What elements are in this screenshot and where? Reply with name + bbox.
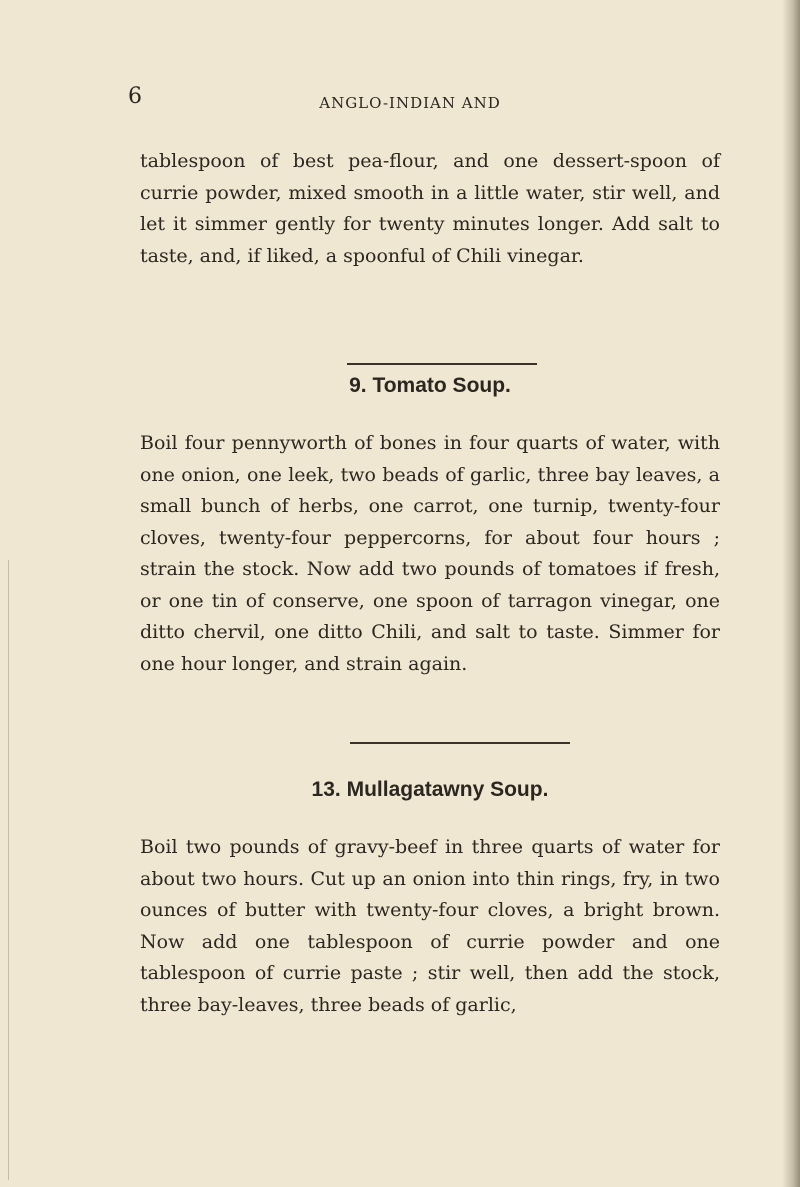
page-header [0, 80, 800, 110]
section-title-mullagatawny-soup: 13. Mullagatawny Soup. [311, 778, 549, 801]
page-number: 6 [128, 84, 142, 109]
running-head: ANGLO-INDIAN AND [319, 94, 501, 112]
section-divider [347, 363, 537, 365]
page-edge-shadow [782, 0, 800, 1187]
section-text-tomato-soup: Boil four pennyworth of bones in four quarts of water, with one onion, one leek, two beads of garlic, three bay leaves, a small bunch of herbs, one carrot, one turnip, twenty-four cloves, twenty-four peppercorns, for about four hours ; strain the stock. Now add two pounds of tomatoes if fresh, or one tin of conserve, one spoon of tarragon vinegar, one ditto chervil, one ditto Chili, and salt to taste. Simmer for one hour longer, and strain again. [140, 432, 720, 675]
intro-paragraph: tablespoon of best pea-flour, and one dessert-spoon of currie powder, mixed smooth in a little water, stir well, and let it simmer gently for twenty minutes longer. Add salt to taste, and, if liked, a spoonful of Chili vinegar. [140, 150, 720, 267]
page-gutter-line [8, 560, 9, 1180]
section-divider [350, 742, 570, 744]
section-text-mullagatawny-soup: Boil two pounds of gravy-beef in three quarts of water for about two hours. Cut up an onion into thin rings, fry, in two ounces of butter with twenty-four cloves, a bright brown. Now add one tablespoon of currie powder and one tablespoon of currie paste ; stir well, then add the stock, three bay-leaves, three beads of garlic, [140, 836, 720, 1016]
section-title-tomato-soup: 9. Tomato Soup. [349, 374, 511, 397]
